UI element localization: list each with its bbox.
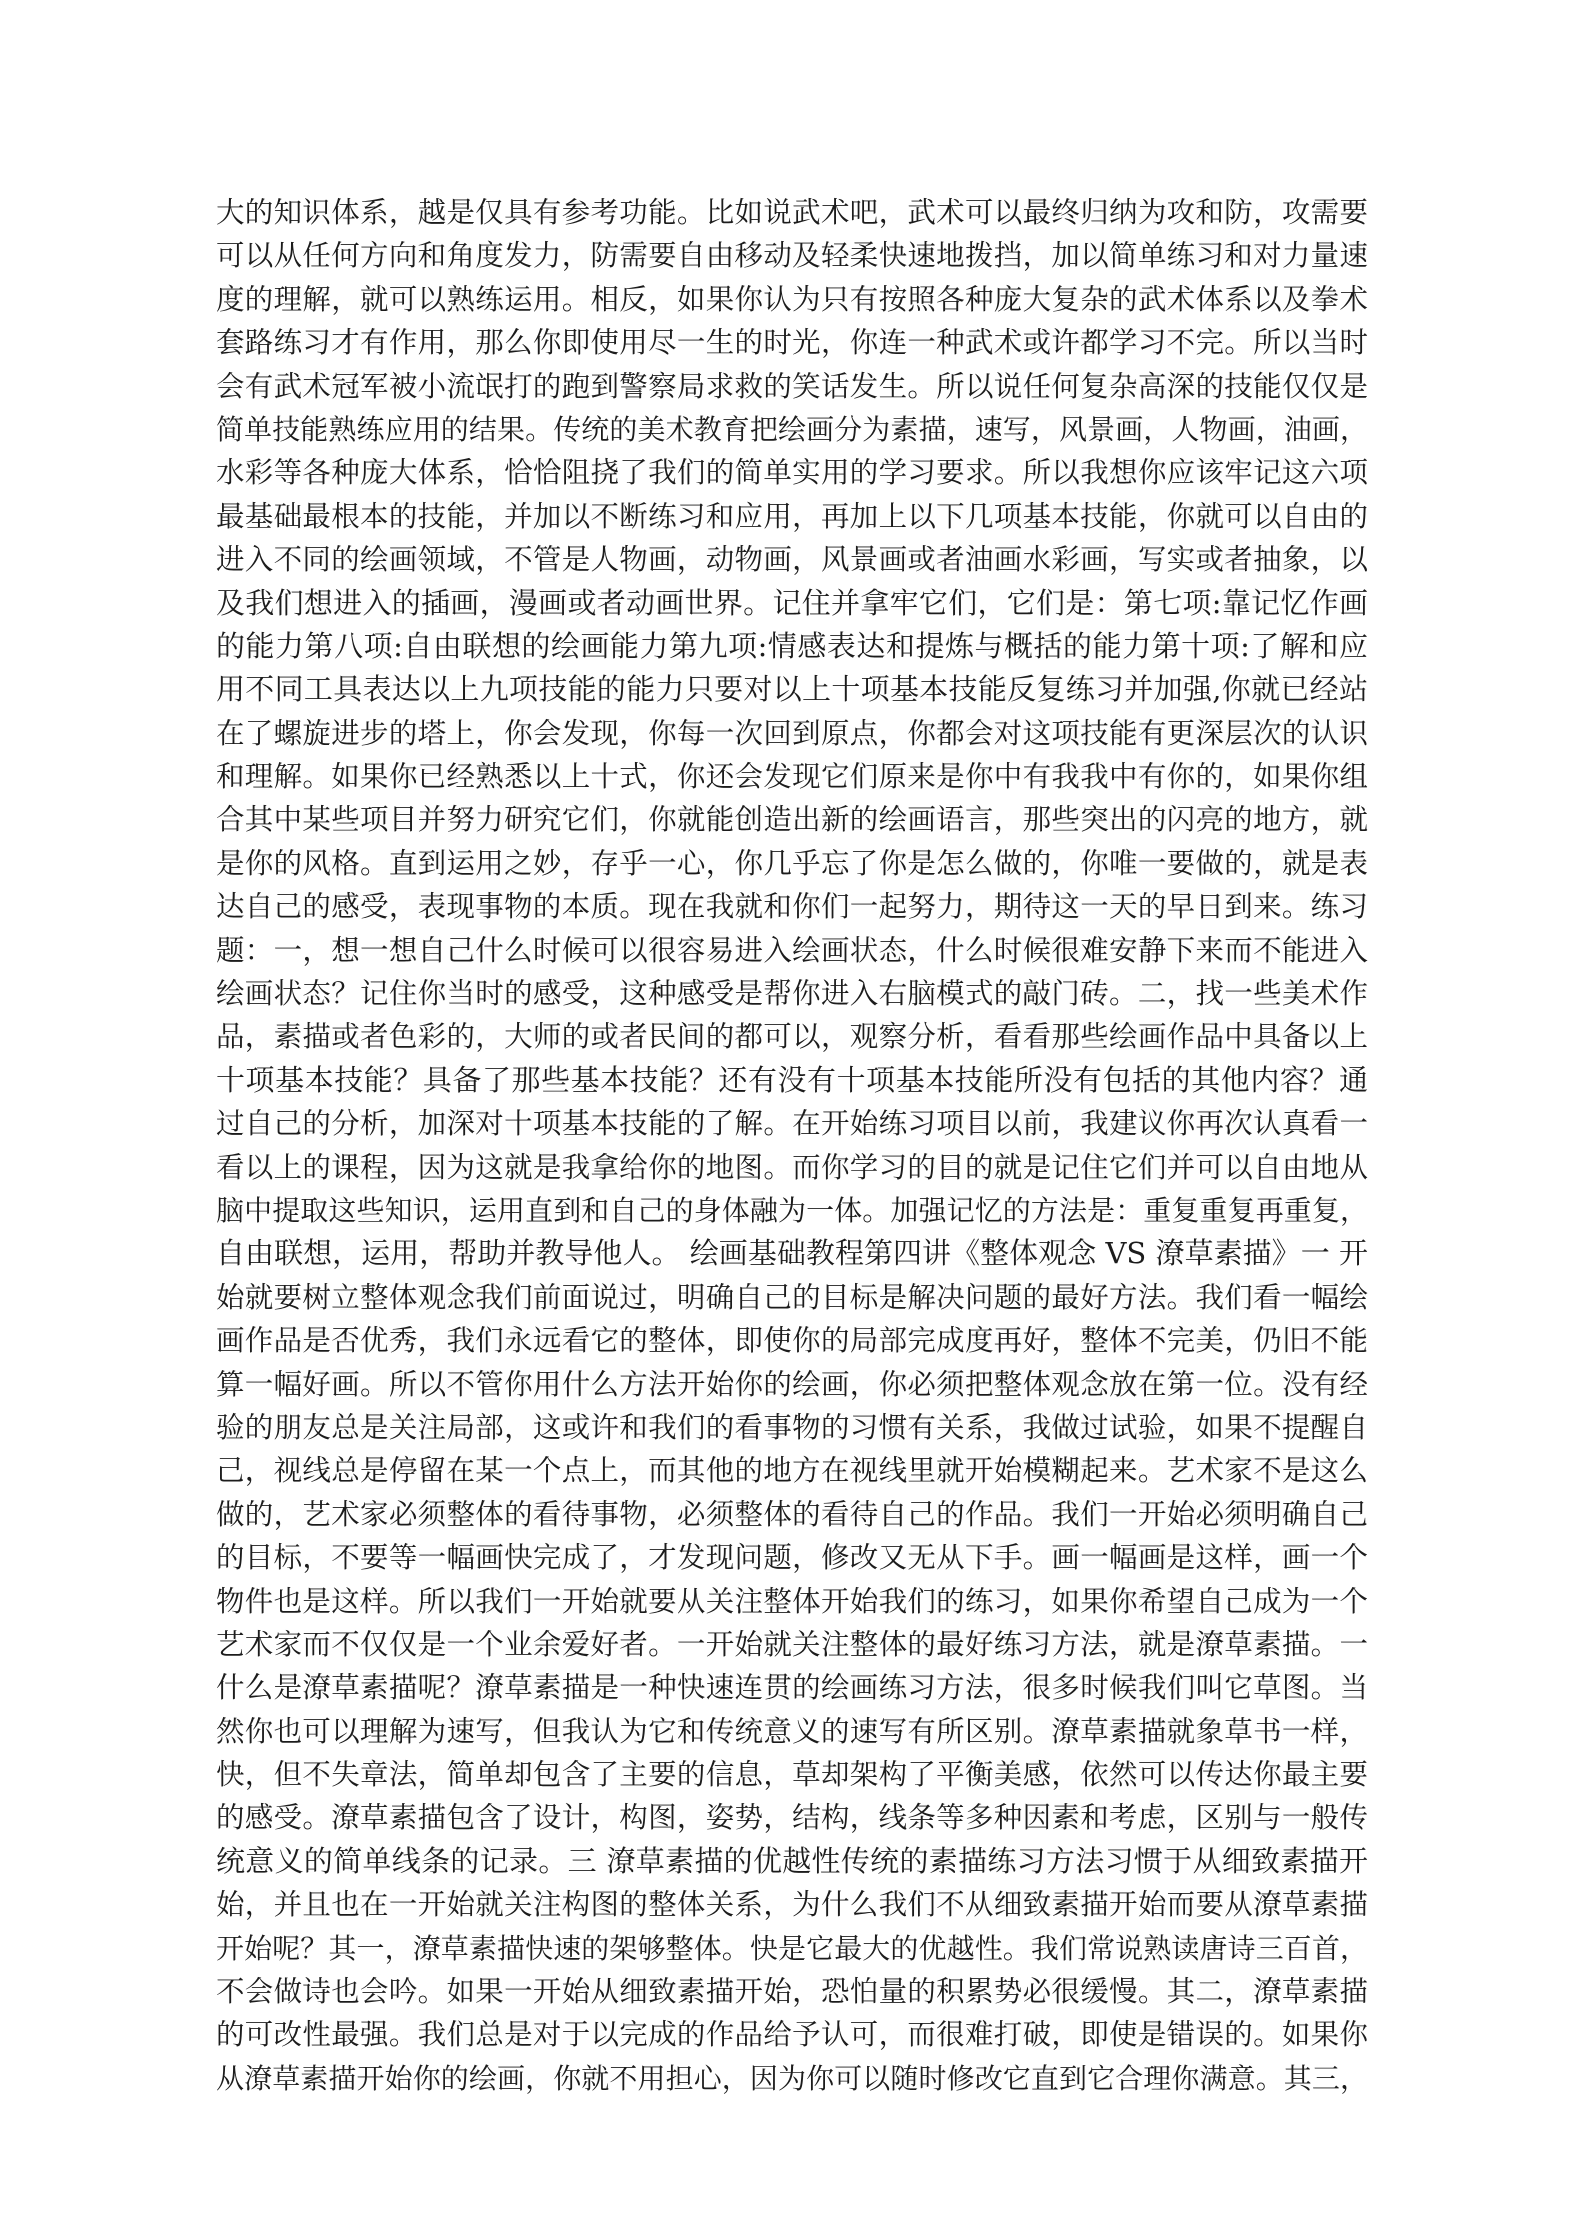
text-line: 的能力第八项:自由联想的绘画能力第九项:情感表达和提炼与概括的能力第十项:了解和应 — [216, 628, 1368, 663]
text-line: 画作品是否优秀，我们永远看它的整体，即使你的局部完成度再好，整体不完美，仍旧不能 — [216, 1324, 1368, 1358]
text-line: 过自己的分析，加深对十项基本技能的了解。在开始练习项目以前，我建议你再次认真看一 — [216, 1107, 1368, 1141]
text-line: 进入不同的绘画领域，不管是人物画，动物画，风景画或者油画水彩画，写实或者抽象，以 — [216, 543, 1368, 577]
text-line: 验的朋友总是关注局部，这或许和我们的看事物的习惯有关系，我做过试验，如果不提醒自 — [216, 1410, 1368, 1444]
text-line: 然你也可以理解为速写，但我认为它和传统意义的速写有所区别。潦草素描就象草书一样， — [216, 1714, 1368, 1748]
text-line: 合其中某些项目并努力研究它们，你就能创造出新的绘画语言，那些突出的闪亮的地方，就 — [216, 803, 1368, 837]
text-line: 在了螺旋进步的塔上，你会发现，你每一次回到原点，你都会对这项技能有更深层次的认识 — [216, 716, 1368, 750]
text-line: 的感受。潦草素描包含了设计，构图，姿势，结构，线条等多种因素和考虑，区别与一般传 — [216, 1801, 1368, 1835]
text-line: 从潦草素描开始你的绘画，你就不用担心，因为你可以随时修改它直到它合理你满意。其三， — [216, 2061, 1368, 2095]
text-line: 做的，艺术家必须整体的看待事物，必须整体的看待自己的作品。我们一开始必须明确自己 — [216, 1497, 1368, 1531]
text-line: 快，但不失章法，简单却包含了主要的信息，草却架构了平衡美感，依然可以传达你最主要 — [216, 1758, 1368, 1792]
text-line: 物件也是这样。所以我们一开始就要从关注整体开始我们的练习，如果你希望自己成为一个 — [216, 1584, 1368, 1618]
text-line: 自由联想，运用，帮助并教导他人。 绘画基础教程第四讲《整体观念 VS 潦草素描》一 开 — [216, 1236, 1368, 1271]
text-line: 不会做诗也会吟。如果一开始从细致素描开始，恐怕量的积累势必很缓慢。其二，潦草素描 — [216, 1975, 1368, 2009]
text-line: 简单技能熟练应用的结果。传统的美术教育把绘画分为素描，速写，风景画，人物画，油画， — [216, 412, 1368, 446]
text-line: 题：一，想一想自己什么时候可以很容易进入绘画状态，什么时候很难安静下来而不能进入 — [216, 933, 1368, 967]
text-line: 艺术家而不仅仅是一个业余爱好者。一开始就关注整体的最好练习方法，就是潦草素描。一 — [216, 1627, 1368, 1661]
text-line: 绘画状态？记住你当时的感受，这种感受是帮你进入右脑模式的敲门砖。二，找一些美术作 — [216, 977, 1368, 1011]
text-line: 用不同工具表达以上九项技能的能力只要对以上十项基本技能反复练习并加强,你就已经站 — [216, 672, 1368, 707]
text-line: 的目标，不要等一幅画快完成了，才发现问题，修改又无从下手。画一幅画是这样，画一个 — [216, 1541, 1368, 1575]
body-text — [216, 191, 1368, 2100]
text-line: 十项基本技能？具备了那些基本技能？还有没有十项基本技能所没有包括的其他内容？通 — [216, 1062, 1368, 1097]
text-line: 会有武术冠军被小流氓打的跑到警察局求救的笑话发生。所以说任何复杂高深的技能仅仅是 — [216, 369, 1368, 403]
text-line: 最基础最根本的技能，并加以不断练习和应用，再加上以下几项基本技能，你就可以自由的 — [216, 499, 1368, 533]
text-line: 大的知识体系，越是仅具有参考功能。比如说武术吧，武术可以最终归纳为攻和防，攻需要 — [216, 196, 1368, 229]
text-line: 什么是潦草素描呢？潦草素描是一种快速连贯的绘画练习方法，很多时候我们叫它草图。当 — [216, 1671, 1368, 1705]
text-line: 算一幅好画。所以不管你用什么方法开始你的绘画，你必须把整体观念放在第一位。没有经 — [216, 1367, 1368, 1401]
text-line: 脑中提取这些知识，运用直到和自己的身体融为一体。加强记忆的方法是：重复重复再重复， — [216, 1193, 1368, 1227]
text-line: 和理解。如果你已经熟悉以上十式，你还会发现它们原来是你中有我我中有你的，如果你组 — [216, 760, 1368, 794]
text-line: 始，并且也在一开始就关注构图的整体关系，为什么我们不从细致素描开始而要从潦草素描 — [216, 1888, 1368, 1922]
text-line: 看以上的课程，因为这就是我拿给你的地图。而你学习的目的就是记住它们并可以自由地从 — [216, 1150, 1368, 1184]
text-line: 达自己的感受，表现事物的本质。现在我就和你们一起努力，期待这一天的早日到来。练习 — [216, 890, 1368, 924]
text-line: 开始呢？其一，潦草素描快速的架够整体。快是它最大的优越性。我们常说熟读唐诗三百首， — [216, 1931, 1368, 1965]
text-line: 及我们想进入的插画，漫画或者动画世界。记住并拿牢它们，它们是：第七项:靠记忆作画 — [216, 585, 1368, 620]
text-line: 度的理解，就可以熟练运用。相反，如果你认为只有按照各种庞大复杂的武术体系以及拳术 — [216, 282, 1368, 316]
text-line: 统意义的简单线条的记录。三 潦草素描的优越性传统的素描练习方法习惯于从细致素描开 — [216, 1843, 1368, 1878]
text-line: 品，素描或者色彩的，大师的或者民间的都可以，观察分析，看看那些绘画作品中具备以上 — [216, 1020, 1368, 1054]
text-line: 套路练习才有作用，那么你即使用尽一生的时光，你连一种武术或许都学习不完。所以当时 — [216, 326, 1368, 360]
text-line: 始就要树立整体观念我们前面说过，明确自己的目标是解决问题的最好方法。我们看一幅绘 — [216, 1280, 1368, 1314]
text-line: 己，视线总是停留在某一个点上，而其他的地方在视线里就开始模糊起来。艺术家不是这么 — [216, 1454, 1368, 1488]
text-line: 可以从任何方向和角度发力，防需要自由移动及轻柔快速地拨挡，加以简单练习和对力量速 — [216, 239, 1368, 273]
text-line: 是你的风格。直到运用之妙，存乎一心，你几乎忘了你是怎么做的，你唯一要做的，就是表 — [216, 846, 1368, 880]
text-line: 水彩等各种庞大体系，恰恰阻挠了我们的简单实用的学习要求。所以我想你应该牢记这六项 — [216, 456, 1368, 490]
text-line: 的可改性最强。我们总是对于以完成的作品给予认可，而很难打破，即使是错误的。如果你 — [216, 2018, 1368, 2052]
